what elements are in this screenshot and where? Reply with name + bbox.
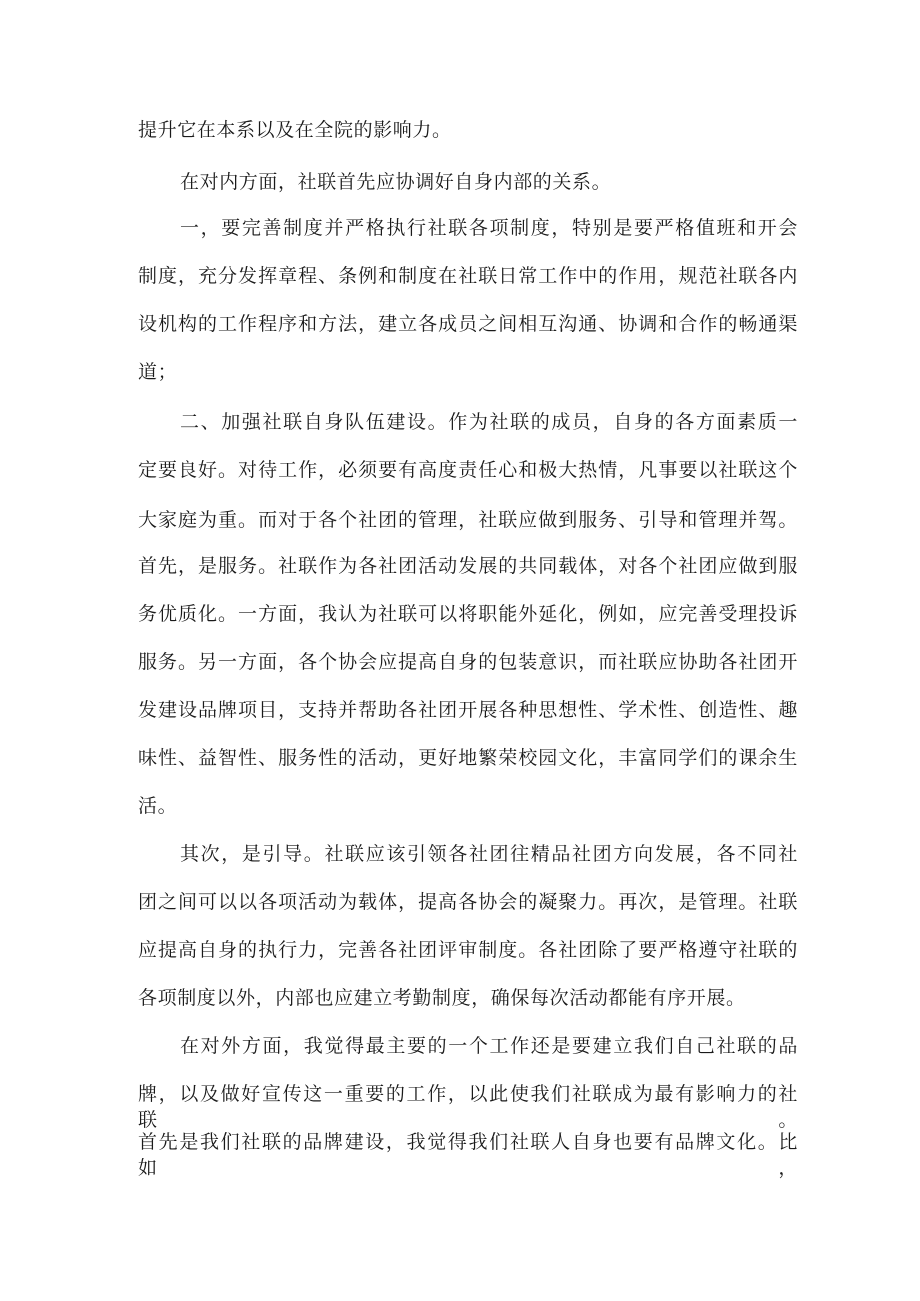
text-line: 味性、益智性、服务性的活动，更好地繁荣校园文化，丰富同学们的课余生 bbox=[138, 747, 798, 769]
text-line: 发建设品牌项目，支持并帮助各社团开展各种思想性、学术性、创造性、趣 bbox=[138, 699, 798, 721]
text-line: 应提高自身的执行力，完善各社团评审制度。各社团除了要严格遵守社联的 bbox=[138, 939, 798, 961]
paragraph-first-line: 二、加强社联自身队伍建设。作为社联的成员，自身的各方面素质一 bbox=[180, 411, 798, 433]
text-line: 团之间可以以各项活动为载体，提高各协会的凝聚力。再次，是管理。社联 bbox=[138, 891, 798, 913]
text-line: 道； bbox=[138, 361, 178, 383]
paragraph-first-line: 其次，是引导。社联应该引领各社团往精品社团方向发展，各不同社 bbox=[180, 843, 798, 865]
paragraph-first-line: 一，要完善制度并严格执行社联各项制度，特别是要严格值班和开会 bbox=[180, 217, 798, 239]
paragraph-first-line: 在对外方面，我觉得最主要的一个工作还是要建立我们自己社联的品 bbox=[180, 1035, 798, 1057]
paragraph-first-line: 在对内方面，社联首先应协调好自身内部的关系。 bbox=[180, 171, 612, 193]
text-line: 大家庭为重。而对于各个社团的管理，社联应做到服务、引导和管理并驾。 bbox=[138, 509, 798, 531]
text-line: 提升它在本系以及在全院的影响力。 bbox=[138, 119, 452, 141]
text-line: 牌，以及做好宣传这一重要的工作，以此使我们社联成为最有影响力的社联。 bbox=[138, 1083, 798, 1131]
text-line: 首先是我们社联的品牌建设，我觉得我们社联人自身也要有品牌文化。比如， bbox=[138, 1131, 798, 1179]
text-line: 制度，充分发挥章程、条例和制度在社联日常工作中的作用，规范社联各内 bbox=[138, 265, 798, 287]
text-line: 首先，是服务。社联作为各社团活动发展的共同载体，对各个社团应做到服 bbox=[138, 555, 798, 577]
text-line: 各项制度以外，内部也应建立考勤制度，确保每次活动都能有序开展。 bbox=[138, 987, 746, 1009]
text-line: 设机构的工作程序和方法，建立各成员之间相互沟通、协调和合作的畅通渠 bbox=[138, 313, 798, 335]
text-line: 务优质化。一方面，我认为社联可以将职能外延化，例如，应完善受理投诉 bbox=[138, 603, 798, 625]
text-line: 活。 bbox=[138, 795, 178, 817]
text-line: 定要良好。对待工作，必须要有高度责任心和极大热情，凡事要以社联这个 bbox=[138, 459, 798, 481]
text-line: 服务。另一方面，各个协会应提高自身的包装意识，而社联应协助各社团开 bbox=[138, 651, 798, 673]
